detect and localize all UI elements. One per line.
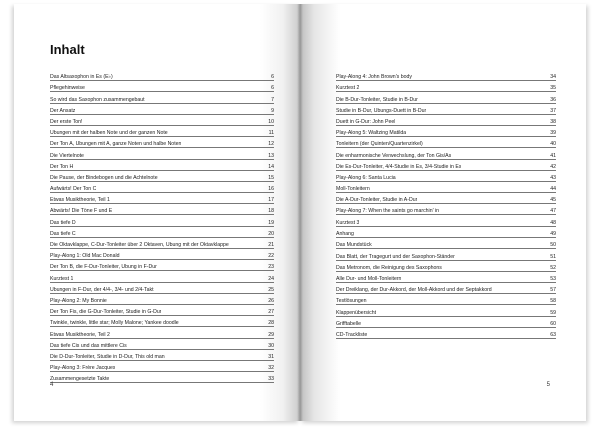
toc-entry-page: 42 — [550, 163, 556, 170]
toc-entry — [50, 182, 274, 193]
toc-entry — [50, 115, 274, 126]
toc-entry — [336, 182, 556, 193]
toc-entry-title: Abwärts! Die Töne F und E — [50, 208, 113, 215]
toc-entry-title: Die Es-Dur-Tonleiter, 4/4-Studie in Es, 3/4-Studie in Es — [336, 163, 462, 170]
toc-entry — [336, 193, 556, 204]
toc-entry — [336, 227, 556, 238]
toc-entry-page: 17 — [268, 197, 274, 204]
toc-entry-page: 6 — [271, 74, 274, 81]
toc-entry — [50, 171, 274, 182]
toc-entry — [50, 227, 274, 238]
toc-entry — [50, 148, 274, 159]
toc-list-left — [50, 70, 274, 383]
toc-entry-title: Studie in B-Dur, Übungs-Duett in B-Dur — [336, 107, 427, 114]
toc-entry — [50, 204, 274, 215]
toc-entry-page: 30 — [268, 342, 274, 349]
toc-entry-title: Der erste Ton! — [50, 118, 83, 125]
toc-entry-page: 26 — [268, 297, 274, 304]
toc-entry-page: 36 — [550, 96, 556, 103]
toc-entry-page: 29 — [268, 331, 274, 338]
toc-entry-page: 21 — [268, 242, 274, 248]
toc-entry — [336, 317, 556, 328]
toc-entry-title: Kurztest 2 — [336, 85, 360, 92]
toc-entry-title: Der Ton A, Übungen mit A, ganze Noten und halbe Noten — [50, 141, 182, 148]
toc-entry-title: Kurztest 1 — [50, 275, 74, 282]
toc-entry-page: 22 — [268, 253, 274, 260]
toc-entry-title: Testlösungen — [336, 298, 367, 305]
toc-entry-title: Das tiefe D — [50, 219, 76, 226]
toc-entry — [336, 148, 556, 159]
toc-entry-page: 38 — [550, 118, 556, 125]
toc-entry-title: Anhang — [336, 231, 354, 238]
toc-entry-page: 7 — [271, 96, 274, 103]
toc-entry-page: 43 — [550, 174, 556, 181]
toc-entry-title: Tonleitern (der Quinten/Quartenzirkel) — [336, 141, 423, 148]
toc-entry — [50, 215, 274, 226]
toc-entry-page: 9 — [271, 107, 274, 114]
toc-entry — [50, 316, 274, 327]
toc-entry-title: Das Metronom, die Reinigung des Saxophons — [336, 264, 442, 271]
toc-entry — [336, 81, 556, 92]
toc-entry-title: Das Blatt, der Tragegurt und der Saxophon-Ständer — [336, 253, 455, 260]
book-spread — [14, 4, 586, 421]
left-page — [14, 4, 300, 421]
toc-entry-page: 31 — [268, 353, 274, 360]
toc-entry — [50, 271, 274, 282]
toc-entry-page: 37 — [550, 107, 556, 114]
toc-entry-title: Play-Along 2: My Bonnie — [50, 297, 107, 304]
toc-entry-title: Alle Dur- und Moll-Tonleitern — [336, 275, 402, 282]
toc-entry-page: 23 — [268, 264, 274, 271]
toc-entry — [50, 126, 274, 137]
toc-entry-page: 40 — [550, 141, 556, 148]
toc-entry-title: Moll-Tonleitern — [336, 186, 370, 193]
toc-entry-page: 12 — [268, 141, 274, 148]
toc-entry — [336, 104, 556, 115]
toc-entry-title: Der Dreiklang, der Dur-Akkord, der Moll-Akkord und der Septakkord — [336, 287, 492, 294]
toc-entry — [50, 372, 274, 383]
toc-entry-page: 34 — [550, 74, 556, 81]
toc-entry-page: 10 — [268, 118, 274, 125]
toc-entry-title: Das Altsaxophon in Es (E♭) — [50, 74, 113, 81]
toc-entry — [50, 361, 274, 372]
toc-entry-page: 16 — [268, 186, 274, 193]
toc-entry — [50, 92, 274, 103]
toc-entry — [50, 81, 274, 92]
toc-entry-title: Aufwärts! Der Ton C — [50, 186, 97, 193]
toc-entry-page: 28 — [268, 320, 274, 327]
toc-entry — [50, 327, 274, 338]
toc-entry — [336, 160, 556, 171]
toc-entry-page: 25 — [268, 286, 274, 293]
toc-entry-title: Die Oktavklappe, C-Dur-Tonleiter über 2 Oktaven, Übung mit der Oktavklappe — [50, 242, 229, 248]
toc-entry-title: Die Viertelnote — [50, 152, 84, 159]
toc-entry — [336, 328, 556, 339]
toc-entry-title: Etwas Musiktheorie, Teil 2 — [50, 331, 110, 338]
toc-entry — [50, 294, 274, 305]
toc-entry-title: Die A-Dur-Tonleiter, Studie in A-Dur — [336, 197, 418, 204]
toc-entry-page: 58 — [550, 298, 556, 305]
toc-entry — [336, 272, 556, 283]
toc-entry-title: Play-Along 5: Waltzing Matilda — [336, 130, 407, 137]
toc-entry-page: 60 — [550, 320, 556, 327]
toc-entry-page: 53 — [550, 275, 556, 282]
toc-entry-title: Das tiefe C — [50, 230, 76, 237]
page-title: Inhalt — [50, 42, 85, 57]
toc-entry — [50, 238, 274, 249]
toc-entry — [336, 70, 556, 81]
toc-entry — [336, 283, 556, 294]
toc-entry-page: 6 — [271, 85, 274, 92]
toc-entry — [50, 193, 274, 204]
toc-entry — [50, 350, 274, 361]
toc-entry — [50, 137, 274, 148]
toc-entry-page: 41 — [550, 152, 556, 159]
toc-entry-page: 19 — [268, 219, 274, 226]
toc-entry — [50, 305, 274, 316]
toc-entry-title: Zusammengesetzte Takte — [50, 376, 110, 383]
toc-entry-title: Der Ton Fis, die G-Dur-Tonleiter, Studie in G-Dur — [50, 309, 162, 316]
toc-entry — [336, 305, 556, 316]
toc-entry-page: 24 — [268, 275, 274, 282]
toc-entry-page: 52 — [550, 264, 556, 271]
toc-entry-title: Twinkle, twinkle, little star; Molly Malone; Yankee doodle — [50, 320, 179, 327]
toc-entry — [336, 126, 556, 137]
toc-entry-title: So wird das Saxophon zusammengebaut — [50, 96, 145, 103]
toc-entry-title: Die D-Dur-Tonleiter, Studie in D-Dur, This old man — [50, 353, 165, 360]
toc-entry — [336, 215, 556, 226]
toc-entry — [336, 204, 556, 215]
toc-entry-page: 35 — [550, 85, 556, 92]
toc-entry-page: 50 — [550, 242, 556, 249]
page-number-right: 5 — [546, 382, 550, 388]
toc-entry-page: 45 — [550, 197, 556, 204]
toc-entry-title: Play-Along 4: John Brown's body — [336, 74, 412, 81]
toc-entry-page: 18 — [268, 208, 274, 215]
toc-entry-title: Die B-Dur-Tonleiter, Studie in B-Dur — [336, 96, 418, 103]
toc-entry-page: 15 — [268, 174, 274, 181]
toc-entry-title: Übungen in F-Dur, der 4/4-, 3/4- und 2/4-Takt — [50, 286, 154, 293]
toc-entry — [50, 283, 274, 294]
toc-entry-title: Play-Along 3: Frère Jacques — [50, 365, 116, 372]
toc-entry-page: 11 — [268, 130, 274, 137]
toc-entry-title: CD-Trackliste — [336, 331, 368, 338]
toc-entry — [336, 261, 556, 272]
toc-entry-title: Die enharmonische Verwechslung, der Ton Gis/As — [336, 152, 452, 159]
toc-entry-title: Übungen mit der halben Note und der ganzen Note — [50, 130, 168, 137]
toc-entry — [336, 238, 556, 249]
toc-entry-page: 33 — [268, 376, 274, 383]
toc-entry-page: 44 — [550, 186, 556, 193]
toc-entry-title: Der Ton B, die F-Dur-Tonleiter, Übung in F-Dur — [50, 264, 157, 271]
toc-entry — [50, 160, 274, 171]
toc-entry-title: Play-Along 7: When the saints go marchin' in — [336, 208, 440, 215]
toc-entry-page: 63 — [550, 331, 556, 338]
toc-entry — [336, 137, 556, 148]
toc-entry-page: 48 — [550, 219, 556, 226]
toc-entry-title: Play-Along 6: Santa Lucia — [336, 174, 396, 181]
toc-entry-page: 59 — [550, 309, 556, 316]
toc-entry-title: Kurztest 3 — [336, 219, 360, 226]
toc-entry-title: Etwas Musiktheorie, Teil 1 — [50, 197, 110, 204]
toc-list-right — [336, 70, 556, 227]
right-page — [300, 4, 586, 421]
toc-entry-title: Das Mundstück — [336, 242, 372, 249]
toc-entry — [50, 339, 274, 350]
toc-entry-page: 51 — [550, 253, 556, 260]
toc-entry — [336, 294, 556, 305]
toc-entry-title: Die Pause, der Bindebogen und die Achtelnote — [50, 174, 158, 181]
toc-entry — [50, 249, 274, 260]
toc-entry-page: 49 — [550, 231, 556, 238]
toc-entry-page: 39 — [550, 130, 556, 137]
toc-entry — [50, 70, 274, 81]
toc-entry-title: Play-Along 1: Old Mac Donald — [50, 253, 120, 260]
toc-entry — [50, 104, 274, 115]
toc-entry-page: 20 — [268, 230, 274, 237]
toc-entry-page: 27 — [268, 309, 274, 316]
toc-entry-title: Der Ansatz — [50, 107, 76, 114]
toc-entry — [336, 171, 556, 182]
toc-entry — [336, 115, 556, 126]
toc-entry-title: Das tiefe Cis und das mittlere Cis — [50, 342, 127, 349]
toc-entry — [336, 249, 556, 260]
toc-entry-page: 47 — [550, 208, 556, 215]
toc-entry — [50, 260, 274, 271]
toc-entry-title: Pflegehinweise — [50, 85, 85, 92]
toc-list-appendix — [336, 227, 556, 339]
book-gutter — [297, 4, 303, 421]
toc-entry-title: Klappenübersicht — [336, 309, 377, 316]
toc-entry-page: 57 — [550, 287, 556, 294]
toc-entry — [336, 92, 556, 103]
toc-entry-page: 13 — [268, 152, 274, 159]
toc-entry-title: Grifftabelle — [336, 320, 361, 327]
toc-entry-title: Duett in G-Dur: John Peel — [336, 118, 396, 125]
toc-entry-title: Der Ton H — [50, 163, 74, 170]
page-number-left: 4 — [50, 382, 54, 388]
toc-entry-page: 14 — [268, 163, 274, 170]
toc-entry-page: 32 — [268, 365, 274, 372]
